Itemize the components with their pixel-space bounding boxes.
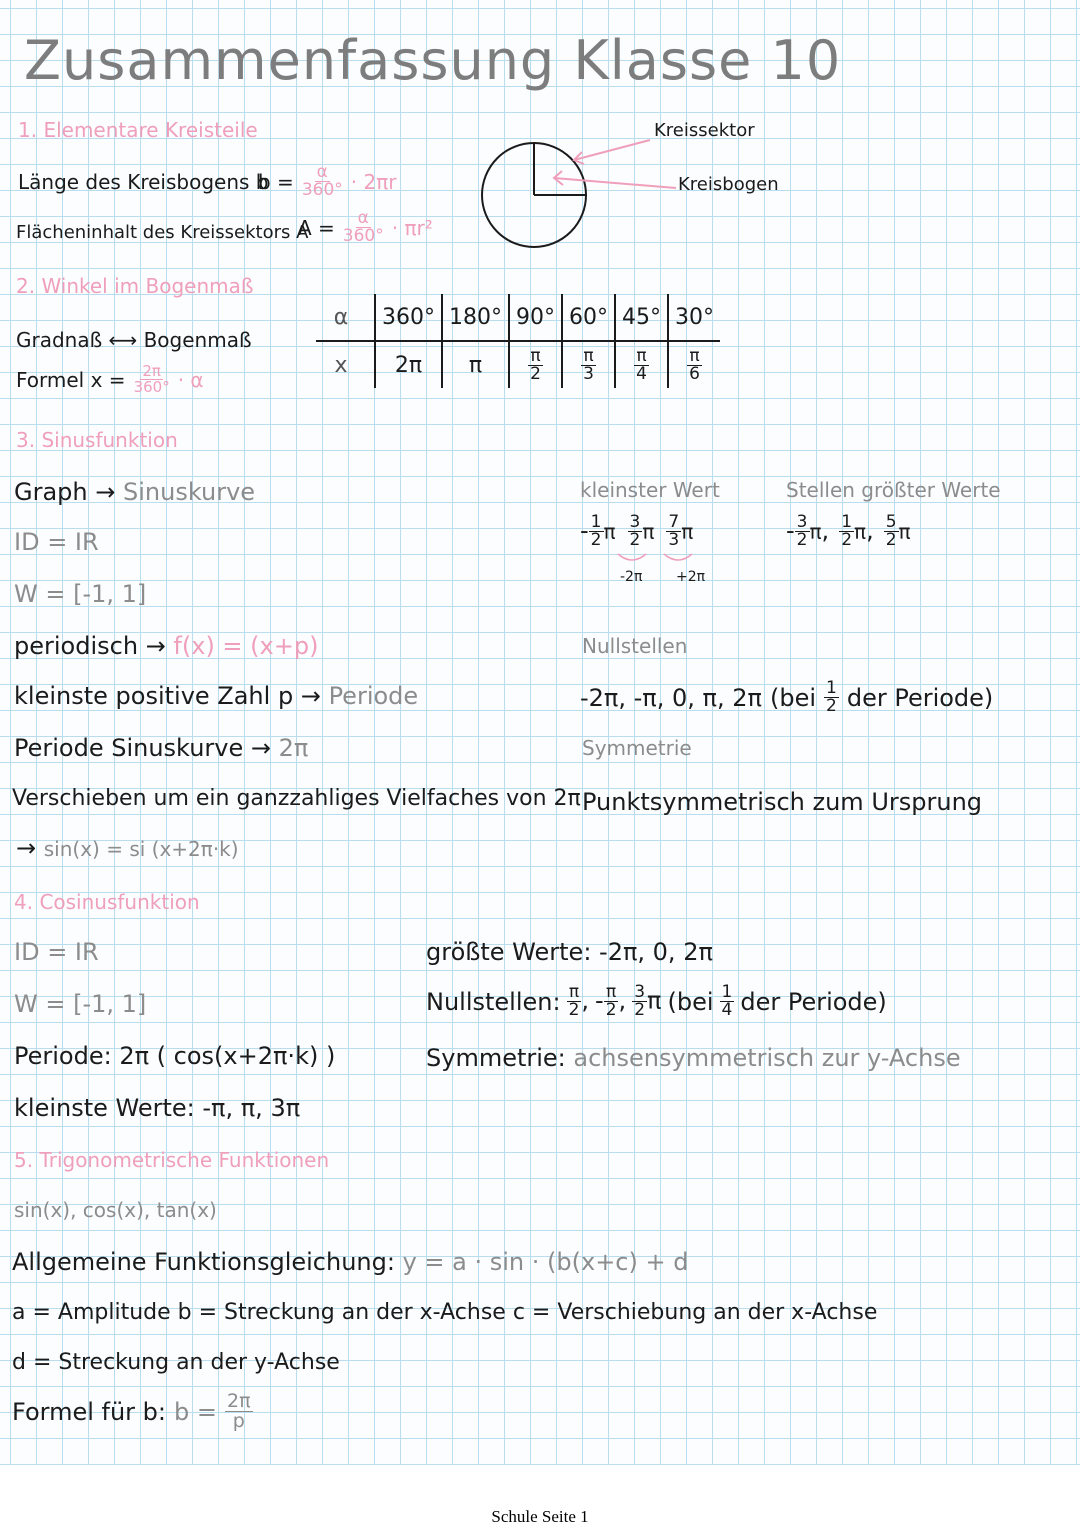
radian-fraction-cell <box>581 345 596 384</box>
zeros-note-prefix: (bei <box>769 683 816 712</box>
frac-num: 2π <box>226 1390 251 1412</box>
sine-graph-line <box>14 480 255 504</box>
b-formula-prefix: Formel für b: <box>12 1397 166 1426</box>
frac-den: 3 <box>668 530 680 550</box>
sine-periodic-prefix: periodisch → <box>14 632 166 660</box>
min-step-arrows <box>612 550 702 566</box>
cosine-zero: $\frac{\pi}{2}$ , <box>568 982 590 1020</box>
area-formula-tail: · πr² <box>391 215 433 240</box>
sine-period-line <box>14 736 308 760</box>
frac-den: 2 <box>530 363 541 384</box>
radian-row-head: x <box>334 352 348 378</box>
sine-periodic-line <box>14 634 318 658</box>
zeros-note-suffix: der Periode) <box>846 683 994 712</box>
sine-symmetry-value: Punktsymmetrisch zum Ursprung <box>582 788 983 816</box>
sine-min-value <box>628 514 655 549</box>
frac-num: 1 <box>841 512 853 532</box>
page-title: Zusammenfassung Klasse 10 <box>24 29 842 92</box>
pi: π <box>898 519 911 544</box>
sine-max-value <box>884 514 911 549</box>
frac-num: π <box>636 345 647 366</box>
degree-radian-conversion: Gradnaß ⟷ Bogenmaß <box>16 328 252 352</box>
arc-length-label: Länge des Kreisbogens b <box>18 170 269 194</box>
radian-row <box>316 341 720 388</box>
sine-max-heading: Stellen größter Werte <box>786 478 1001 502</box>
frac <box>839 514 854 549</box>
sine-symmetry-heading: Symmetrie <box>582 736 692 760</box>
degree-cell: 45° <box>615 294 668 341</box>
sine-smallest-value: Periode <box>328 682 419 710</box>
degree-cell: 90° <box>509 294 562 341</box>
section-4-heading: 4. Cosinusfunktion <box>14 890 200 914</box>
sign: - <box>595 986 604 1015</box>
frac-num: 3 <box>629 512 641 532</box>
frac-num: π <box>689 345 700 366</box>
radian-formula-tail: · α <box>177 367 204 392</box>
frac-num: 1 <box>590 512 602 532</box>
area-fraction <box>341 210 386 245</box>
cosine-zeros-prefix: Nullstellen: <box>426 987 561 1016</box>
degree-cell: 60° <box>562 294 615 341</box>
frac-den: 2 <box>841 530 853 550</box>
arc-formula-tail: · 2πr <box>350 169 397 194</box>
general-equation-prefix: Allgemeine Funktionsgleichung: <box>12 1248 395 1276</box>
sine-domain: ID = IR <box>14 528 99 556</box>
frac <box>604 984 619 1019</box>
degree-cell: 360° <box>375 294 442 341</box>
cosine-zero <box>632 984 661 1019</box>
sine-min-heading: kleinster Wert <box>580 478 720 502</box>
sine-min-value <box>580 514 616 549</box>
zeros-note-suffix: der Periode) <box>740 987 887 1016</box>
min-step-left: -2π <box>620 569 643 585</box>
sector-area-formula <box>298 210 433 245</box>
radian-fraction-cell <box>687 345 702 384</box>
section-1-heading: 1. Elementare Kreisteile <box>18 118 258 142</box>
sine-max-value: $\frac{1}{2}$ π, <box>841 512 874 550</box>
sine-shift-formula: sin(x) = si (x+2π·k) <box>43 837 239 861</box>
sine-zeros-line <box>580 680 993 715</box>
step-arrow-left <box>618 554 646 560</box>
sign: - <box>580 516 589 545</box>
cosine-symmetry-line <box>426 1046 961 1070</box>
degree-row <box>316 294 720 341</box>
cosine-domain: ID = IR <box>14 938 99 966</box>
b-formula-fraction <box>225 1392 253 1431</box>
frac-den: 6 <box>689 363 700 384</box>
sine-graph-value: Sinuskurve <box>123 478 256 506</box>
sign: - <box>786 516 795 545</box>
radian-fraction <box>132 364 172 395</box>
sine-smallest-prefix: kleinste positive Zahl p → <box>14 682 321 710</box>
section-3-heading: 3. Sinusfunktion <box>16 428 178 452</box>
sine-range: W = [-1, 1] <box>14 580 147 608</box>
section-5-heading: 5. Trigonometrische Funktionen <box>14 1148 330 1172</box>
pi: π <box>603 519 616 544</box>
sine-graph-prefix: Graph → <box>14 478 116 506</box>
radian-cell <box>668 341 720 388</box>
page-footer: Schule Seite 1 <box>491 1507 589 1526</box>
arc-fraction-den: 360° <box>301 180 343 200</box>
sine-min-values <box>580 514 693 549</box>
arc-formula-prefix: b = <box>258 169 294 194</box>
sine-shift-formula-line <box>16 836 239 860</box>
zeros-note-fraction <box>824 680 839 715</box>
pi: π <box>854 519 867 544</box>
frac-num: π <box>606 982 617 1002</box>
circle-sector-diagram <box>470 130 790 260</box>
step-arrow-right <box>664 554 692 560</box>
radian-formula-prefix: Formel x = <box>16 367 126 392</box>
frac-den: 2 <box>796 530 808 550</box>
sine-max-value: - $\frac{3}{2}$ π, <box>786 512 830 550</box>
sine-period-prefix: Periode Sinuskurve → <box>14 734 272 762</box>
arc-fraction <box>300 164 345 199</box>
cosine-zero: - $\frac{\pi}{2}$ , <box>595 982 627 1020</box>
frac <box>567 984 582 1019</box>
frac-den: 2 <box>634 1000 646 1020</box>
zeros-note-fraction <box>720 984 735 1019</box>
sector-arrow <box>574 140 650 160</box>
diagram-label-arc: Kreisbogen <box>678 174 779 195</box>
area-fraction-den: 360° <box>342 226 384 246</box>
frac-num: 7 <box>668 512 680 532</box>
pi: π <box>809 519 822 544</box>
frac <box>666 514 681 549</box>
frac-num: π <box>568 982 580 1002</box>
section-2-heading: 2. Winkel im Bogenmaß <box>16 274 254 298</box>
cosine-range: W = [-1, 1] <box>14 990 147 1018</box>
frac <box>884 514 899 549</box>
degree-cell: 180° <box>442 294 509 341</box>
sine-zeros-values: -2π, -π, 0, π, 2π <box>580 683 762 712</box>
radian-fraction-cell <box>528 345 543 384</box>
parameters-line-1: a = Amplitude b = Streckung an der x-Achse c = Verschiebung an der x-Achse <box>12 1300 878 1325</box>
parameters-line-2: d = Streckung an der y-Achse <box>12 1350 340 1375</box>
frac-den: 2 <box>605 1000 617 1020</box>
radian-cell <box>562 341 615 388</box>
frac <box>632 984 647 1019</box>
radian-cell: π <box>442 341 509 388</box>
sine-shift-text: Verschieben um ein ganzzahliges Vielfaches von 2π <box>12 786 581 811</box>
radian-fraction-cell <box>634 345 649 384</box>
frac-den: 2 <box>826 696 837 716</box>
sine-zeros-heading: Nullstellen <box>582 634 688 658</box>
b-formula-value: b = <box>174 1397 217 1426</box>
area-fraction-num: α <box>357 208 369 228</box>
pi: π <box>647 986 662 1015</box>
cosine-period: Periode: 2π ( cos(x+2π·k) ) <box>14 1042 336 1070</box>
pi: π <box>642 519 655 544</box>
area-formula-prefix: A = <box>298 215 335 240</box>
min-step-right: +2π <box>676 569 706 585</box>
arc-arrow <box>554 178 676 188</box>
cosine-symmetry-value: achsensymmetrisch zur y-Achse <box>573 1044 961 1072</box>
general-equation-value: y = a · sin · (b(x+c) + d <box>402 1248 689 1276</box>
cosine-symmetry-prefix: Symmetrie: <box>426 1044 566 1072</box>
frac-den: 2 <box>629 530 641 550</box>
frac-num: π <box>530 345 541 366</box>
frac-den: 3 <box>583 363 594 384</box>
radian-formula <box>16 364 204 395</box>
sine-period-value: 2π <box>278 734 309 762</box>
frac-num: 1 <box>721 982 733 1002</box>
zeros-note-prefix: (bei <box>667 987 714 1016</box>
radian-cell: 2π <box>375 341 442 388</box>
cosine-smallest-values: kleinste Werte: -π, π, 3π <box>14 1094 301 1122</box>
radian-cell <box>509 341 562 388</box>
shift-arrow: → <box>16 834 37 862</box>
frac-den: p <box>232 1410 245 1432</box>
diagram-label-sector: Kreissektor <box>654 120 755 141</box>
radian-cell <box>615 341 668 388</box>
radian-fraction-den: 360° <box>133 378 170 396</box>
sine-smallest-period-line <box>14 684 418 708</box>
cosine-zeros-line <box>426 984 887 1019</box>
frac-den: 2 <box>885 530 897 550</box>
cosine-max-values: größte Werte: -2π, 0, 2π <box>426 938 713 966</box>
frac <box>795 514 810 549</box>
sine-periodic-value: f(x) = (x+p) <box>173 632 319 660</box>
sine-min-value <box>666 514 693 549</box>
frac-num: 1 <box>826 678 837 698</box>
sine-max-values <box>786 514 911 549</box>
frac-num: π <box>583 345 594 366</box>
degree-row-head: α <box>316 294 375 341</box>
frac-den: 2 <box>568 1000 580 1020</box>
frac-den: 2 <box>590 530 602 550</box>
b-formula-line <box>12 1392 253 1431</box>
sector-area-label: Flächeninhalt des Kreissektors A <box>16 222 309 243</box>
general-equation-line <box>12 1250 688 1274</box>
frac <box>628 514 643 549</box>
frac-num: 3 <box>634 982 646 1002</box>
arc-fraction-num: α <box>316 162 328 182</box>
frac <box>589 514 604 549</box>
pi: π <box>681 519 694 544</box>
frac-num: 3 <box>796 512 808 532</box>
trig-functions-list: sin(x), cos(x), tan(x) <box>14 1198 217 1222</box>
frac-den: 4 <box>721 1000 733 1020</box>
angle-conversion-table <box>316 294 720 388</box>
degree-cell: 30° <box>668 294 720 341</box>
arc-length-formula <box>258 164 396 199</box>
frac-den: 4 <box>636 363 647 384</box>
radian-fraction-num: 2π <box>142 362 161 380</box>
frac-num: 5 <box>885 512 897 532</box>
